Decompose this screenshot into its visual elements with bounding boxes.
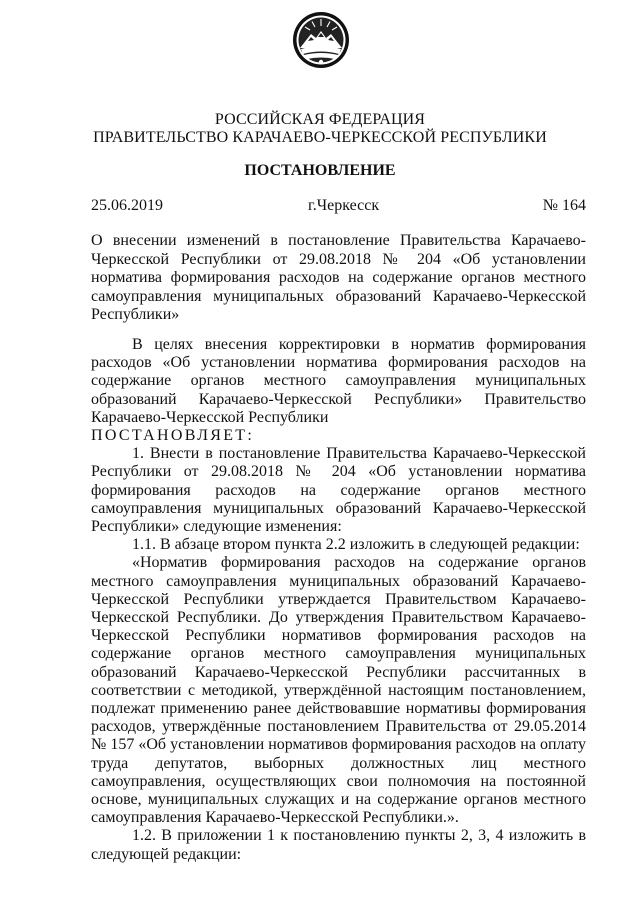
document-body [91, 336, 586, 864]
government-name: ПРАВИТЕЛЬСТВО КАРАЧАЕВО-ЧЕРКЕССКОЙ РЕСПУБЛИКИ [93, 129, 547, 146]
coat-of-arms-icon [292, 10, 350, 70]
quoted-text-paragraph: «Норматив формирования расходов на содержание органов местного самоуправления муниципальных образований Карачаево-Черкесской Республики утверждается Правительством Карачаево-Черкесской Республики. До утверждения Правительством Карачаево-Черкесской Республики нормативов формирования расходов на содержание органов местного самоуправления муниципальных образований Карачаево-Черкесской Республики рассчитанных в соответствии с методикой, утверждённой настоящим постановлением, подлежат применению ранее действовавшие нормативы формирования расходов, утверждённые постановлением Правительства от 29.05.2014 № 157 «Об установлении нормативов формирования расходов на оплату труда депутатов, выборных должностных лиц местного самоуправления, осуществляющих свои полномочия на постоянной основе, муниципальных служащих и на содержание органов местного самоуправления Карачаево-Черкесской Республики.». [91, 554, 586, 827]
resolves-heading: ПОСТАНОВЛЯЕТ: [91, 427, 255, 445]
document-type: ПОСТАНОВЛЕНИЕ [244, 162, 396, 179]
preamble-paragraph: В целях внесения корректировки в норматив формирования расходов «Об установлении норматива формирования расходов на содержание органов местного самоуправления муниципальных образований Карачаево-Черкесской Республики» Правительство Карачаево-Черкесской Республики [91, 336, 586, 426]
item-1-1-paragraph: 1.1. В абзаце втором пункта 2.2 изложить в следующей редакции: [132, 536, 580, 554]
document-date: 25.06.2019 [91, 197, 163, 214]
item-1-2-paragraph: 1.2. В приложении 1 к постановлению пункты 2, 3, 4 изложить в следующей редакции: [91, 827, 586, 863]
item-1-paragraph: 1. Внести в постановление Правительства Карачаево-Черкесской Республики от 29.08.2018 № 204 «Об установлении норматива формирования расходов на содержание органов местного самоуправления муниципальных образований Карачаево-Черкесской Республики» следующие изменения: [91, 445, 586, 536]
document-subject: О внесении изменений в постановление Правительства Карачаево-Черкесской Республики от 29.08.2018 № 204 «Об установлении норматива формирования расходов на содержание органов местного самоуправления муниципальных образований Карачаево-Черкесской Республики» [91, 232, 586, 323]
document-city: г.Черкесск [308, 197, 380, 214]
country-name: РОССИЙСКАЯ ФЕДЕРАЦИЯ [214, 111, 426, 128]
document-number: № 164 [542, 197, 586, 214]
